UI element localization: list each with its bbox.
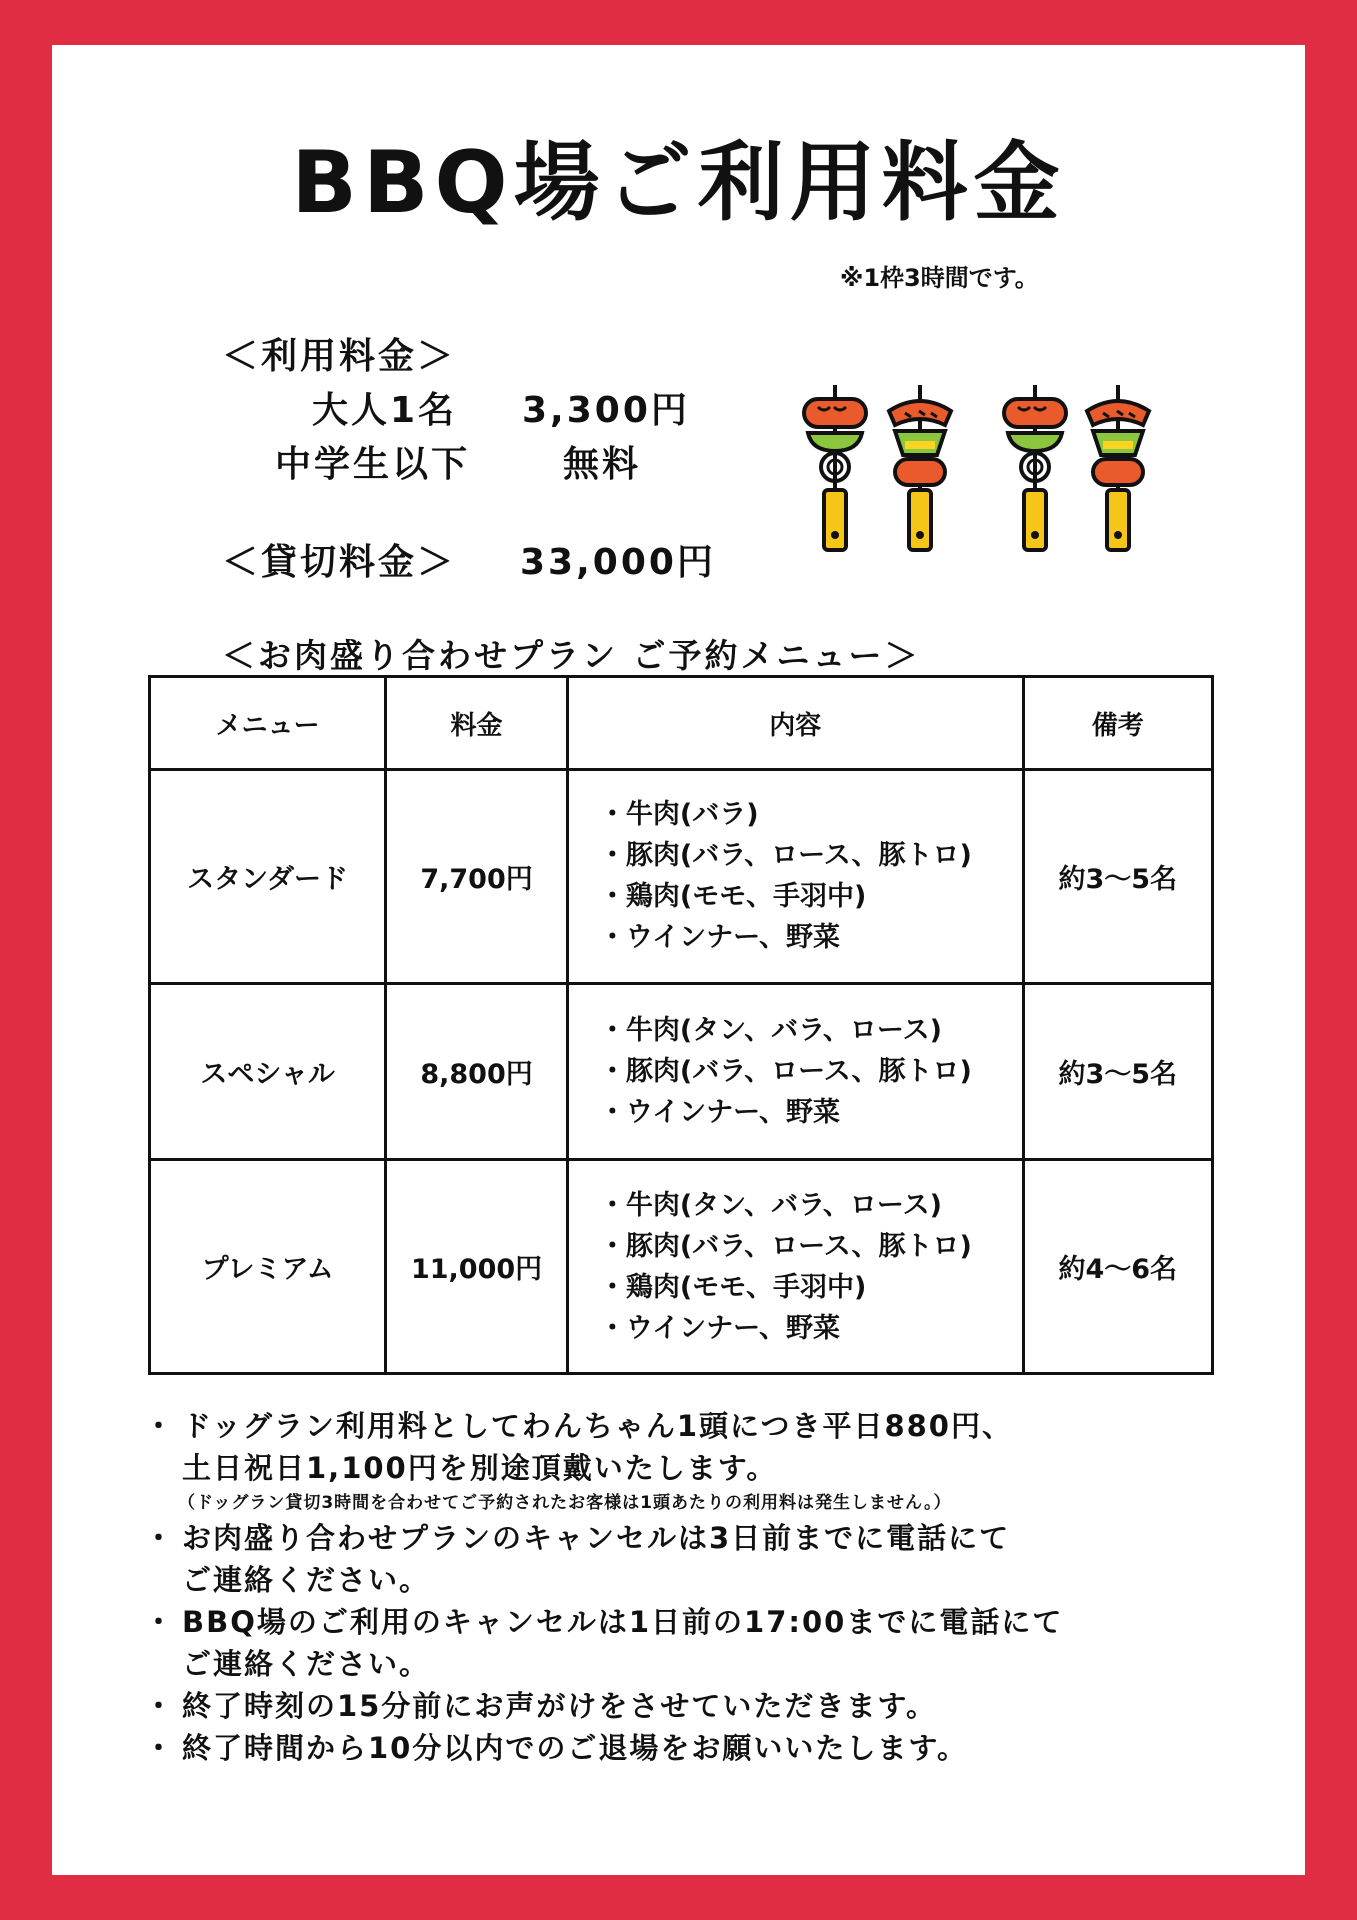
note-text: ・ お肉盛り合わせプランのキャンセルは3日前までに電話にて: [182, 1521, 1011, 1555]
content-item: ・ 鶏肉(モモ、手羽中): [599, 876, 1022, 917]
charter-fee-price: 33,000円: [520, 542, 716, 583]
content-item: ・ ウインナー、野菜: [599, 1308, 1022, 1349]
plan-menu-table: [148, 675, 1214, 1375]
table-row: [150, 770, 1213, 984]
header-note: 備考: [1023, 677, 1213, 770]
note-item-dogrun: [150, 1405, 1250, 1489]
adult-label: 大人1名: [312, 390, 458, 431]
menu-heading: ＜お肉盛り合わせプラン ご予約メニュー＞: [222, 636, 921, 675]
note-text: ・ BBQ場のご利用のキャンセルは1日前の17:00までに電話にて: [182, 1605, 1064, 1639]
charter-fee-heading: ＜貸切料金＞: [222, 542, 457, 583]
plan-price: 11,000円: [386, 1160, 568, 1374]
note-item-bbq-cancel: [150, 1601, 1250, 1685]
time-slot-note: ※1枠3時間です。: [840, 264, 1039, 292]
bbq-skewer-icon: [1087, 385, 1149, 550]
usage-fee-heading: ＜利用料金＞: [222, 336, 457, 377]
skewer-illustration: [800, 385, 1170, 560]
page-title: BBQ場ご利用料金: [291, 133, 1066, 233]
content-item: ・ 鶏肉(モモ、手羽中): [599, 1267, 1022, 1308]
note-item-end-call: ・ 終了時刻の15分前にお声がけをさせていただきます。: [150, 1685, 1250, 1727]
child-label: 中学生以下: [275, 444, 471, 485]
header-price: 料金: [386, 677, 568, 770]
plan-content: [567, 1160, 1023, 1374]
content-item: ・ 牛肉(タン、バラ、ロース): [599, 1010, 1022, 1051]
child-price: 無料: [563, 444, 642, 485]
note-sub-dogrun: （ドッグラン貸切3時間を合わせてご予約されたお客様は1頭あたりの利用料は発生しません。）: [178, 1493, 952, 1513]
content-item: ・ 牛肉(バラ): [599, 794, 1022, 835]
bbq-skewer-icon: [804, 385, 866, 550]
note-text: ご連絡ください。: [182, 1647, 431, 1681]
bbq-skewer-icon: [1004, 385, 1066, 550]
bbq-skewer-icon: [889, 385, 951, 550]
note-item-plan-cancel: [150, 1517, 1250, 1601]
header-menu: メニュー: [150, 677, 386, 770]
plan-note: 約4〜6名: [1023, 1160, 1213, 1374]
table-row: [150, 983, 1213, 1160]
plan-price: 8,800円: [386, 983, 568, 1160]
plan-content: [567, 770, 1023, 984]
notes-list: [150, 1405, 1250, 1769]
content-item: ・ 豚肉(バラ、ロース、豚トロ): [599, 1226, 1022, 1267]
plan-note: 約3〜5名: [1023, 983, 1213, 1160]
plan-name: スペシャル: [150, 983, 386, 1160]
content-item: ・ ウインナー、野菜: [599, 917, 1022, 958]
content-item: ・ ウインナー、野菜: [599, 1092, 1022, 1133]
content-item: ・ 豚肉(バラ、ロース、豚トロ): [599, 1051, 1022, 1092]
content-item: ・ 豚肉(バラ、ロース、豚トロ): [599, 835, 1022, 876]
table-row: [150, 1160, 1213, 1374]
note-text: 土日祝日1,100円を別途頂戴いたします。: [182, 1451, 778, 1485]
plan-price: 7,700円: [386, 770, 568, 984]
header-content: 内容: [567, 677, 1023, 770]
adult-price: 3,300円: [522, 390, 690, 431]
content-item: ・ 牛肉(タン、バラ、ロース): [599, 1185, 1022, 1226]
table-header-row: [150, 677, 1213, 770]
plan-name: スタンダード: [150, 770, 386, 984]
plan-name: プレミアム: [150, 1160, 386, 1374]
plan-note: 約3〜5名: [1023, 770, 1213, 984]
note-text: ご連絡ください。: [182, 1563, 431, 1597]
note-text: ・ ドッグラン利用料としてわんちゃん1頭につき平日880円、: [182, 1409, 1013, 1443]
note-item-exit: ・ 終了時間から10分以内でのご退場をお願いいたします。: [150, 1727, 1250, 1769]
plan-content: [567, 983, 1023, 1160]
